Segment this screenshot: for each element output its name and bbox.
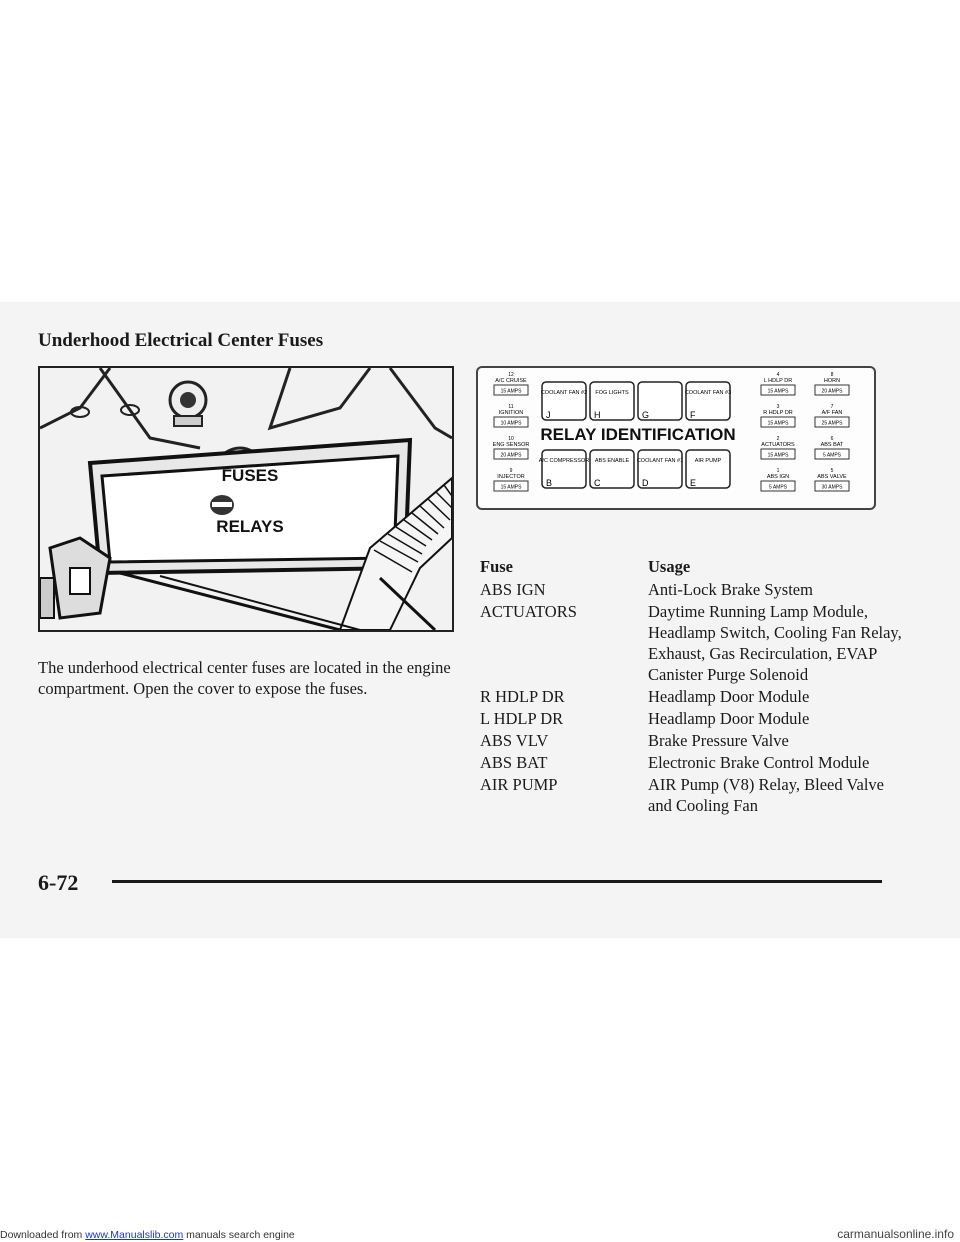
usage-cell: Anti-Lock Brake System: [648, 580, 813, 599]
watermark: carmanualsonline.info: [837, 1227, 954, 1241]
underhood-illustration: [38, 366, 454, 632]
relay-name: COOLANT FAN #1: [636, 458, 684, 464]
fuse-name: INJECTOR: [497, 474, 525, 480]
fuse-name: ENG SENSOR: [492, 442, 530, 448]
fuse-name: ACTUATORS: [761, 442, 795, 448]
fuse-amps: 5 AMPS: [768, 484, 788, 491]
fuse-number: 4: [776, 372, 780, 378]
fuse-name: HORN: [823, 378, 841, 384]
fuse-number: 8: [830, 372, 834, 378]
fuse-amps: 15 AMPS: [767, 420, 789, 427]
relay-letter: H: [594, 410, 601, 420]
fuse-number: 1: [776, 468, 780, 474]
fuse-amps: 15 AMPS: [500, 388, 522, 395]
table-header: [480, 556, 910, 577]
relay-name: ABS ENABLE: [594, 458, 630, 464]
relay-letter: B: [546, 478, 553, 488]
relay-name: FOG LIGHTS: [595, 390, 629, 396]
usage-cell: Headlamp Door Module: [648, 709, 810, 728]
fuse-name: A/F FAN: [821, 410, 843, 416]
fuse-amps: 15 AMPS: [500, 484, 522, 491]
table-row: [480, 708, 910, 729]
fuse-amps: 30 AMPS: [821, 484, 843, 491]
download-banner: [0, 1229, 960, 1242]
fuse-number: 3: [776, 404, 780, 410]
fuse-number: 6: [830, 436, 834, 442]
fuse-number: 12: [508, 372, 514, 378]
relay-letter: E: [690, 478, 697, 488]
relay-letter: C: [594, 478, 601, 488]
fuse-number: 10: [508, 436, 514, 442]
fuses-label: FUSES: [221, 466, 279, 485]
fuse-cell: ABS VLV: [480, 731, 549, 750]
fuse-number: 11: [508, 404, 514, 410]
left-fuse-column: [493, 372, 530, 491]
fuse-name: R HDLP DR: [763, 410, 793, 416]
fuse-amps: 20 AMPS: [821, 388, 843, 395]
header-usage: Usage: [648, 557, 691, 576]
manualslib-link[interactable]: www.Manualslib.com: [85, 1229, 184, 1241]
fuse-number: 5: [830, 468, 834, 474]
relays-label: RELAYS: [216, 517, 284, 536]
table-row: [480, 579, 910, 600]
fuse-name: A/C CRUISE: [495, 378, 527, 384]
table-row: [480, 686, 910, 707]
fuse-name: ABS VALVE: [817, 474, 847, 480]
fuse-cell: L HDLP DR: [480, 709, 564, 728]
fuse-number: 2: [776, 436, 780, 442]
usage-cell: Electronic Brake Control Module: [648, 753, 870, 772]
fuse-amps: 15 AMPS: [767, 388, 789, 395]
bottom-relay-row: [539, 450, 730, 488]
fuse-name: ABS IGN: [766, 474, 790, 480]
banner-suffix: manuals search engine: [183, 1229, 295, 1241]
relay-identification-title: RELAY IDENTIFICATION: [540, 425, 736, 444]
fuse-amps: 25 AMPS: [821, 420, 843, 427]
relay-name: A/C COMPRESSOR: [538, 458, 590, 464]
fuse-amps: 5 AMPS: [822, 452, 842, 459]
page-number: 6-72: [38, 870, 79, 895]
relay-letter: D: [642, 478, 649, 488]
table-row: [480, 774, 910, 816]
fuse-number: 7: [830, 404, 834, 410]
fuse-amps: 20 AMPS: [500, 452, 522, 459]
usage-cell: Headlamp Door Module: [648, 687, 810, 706]
usage-cell: Daytime Running Lamp Module, Headlamp Switch, Cooling Fan Relay, Exhaust, Gas Recirculation, EVAP Canister Purge Solenoid: [648, 602, 902, 684]
relay-name: COOLANT FAN #2: [540, 390, 588, 396]
fuse-amps: 10 AMPS: [500, 420, 522, 427]
fuse-name: IGNITION: [498, 410, 524, 416]
right-fuse-columns: [761, 372, 849, 491]
fuse-amps: 15 AMPS: [767, 452, 789, 459]
fuse-name: L HDLP DR: [763, 378, 793, 384]
relay-letter: J: [546, 410, 551, 420]
table-row: [480, 601, 910, 685]
usage-cell: Brake Pressure Valve: [648, 731, 789, 750]
relay-name: COOLANT FAN #3: [684, 390, 732, 396]
relay-identification-diagram: [476, 366, 876, 510]
intro-paragraph: The underhood electrical center fuses are located in the engine compartment. Open the cover to expose the fuses.: [38, 658, 451, 698]
relay-name: AIR PUMP: [694, 458, 722, 464]
relay-letter: F: [690, 410, 696, 420]
fuse-cell: ACTUATORS: [480, 602, 577, 621]
fuse-cell: ABS BAT: [480, 753, 548, 772]
top-relay-row: [541, 382, 731, 420]
fuse-cell: R HDLP DR: [480, 687, 565, 706]
footer-rule: [112, 880, 882, 883]
fuse-number: 9: [509, 468, 513, 474]
fuse-cell: ABS IGN: [480, 580, 546, 599]
fuse-name: ABS BAT: [820, 442, 844, 448]
header-fuse: Fuse: [480, 557, 513, 576]
relay-letter: G: [642, 410, 650, 420]
usage-cell: AIR Pump (V8) Relay, Bleed Valve and Cooling Fan: [648, 775, 885, 815]
fuse-cell: AIR PUMP: [480, 775, 558, 794]
fuse-usage-table: [480, 556, 910, 817]
table-row: [480, 730, 910, 751]
table-row: [480, 752, 910, 773]
section-title: Underhood Electrical Center Fuses: [38, 330, 324, 351]
banner-prefix: Downloaded from: [0, 1229, 86, 1241]
